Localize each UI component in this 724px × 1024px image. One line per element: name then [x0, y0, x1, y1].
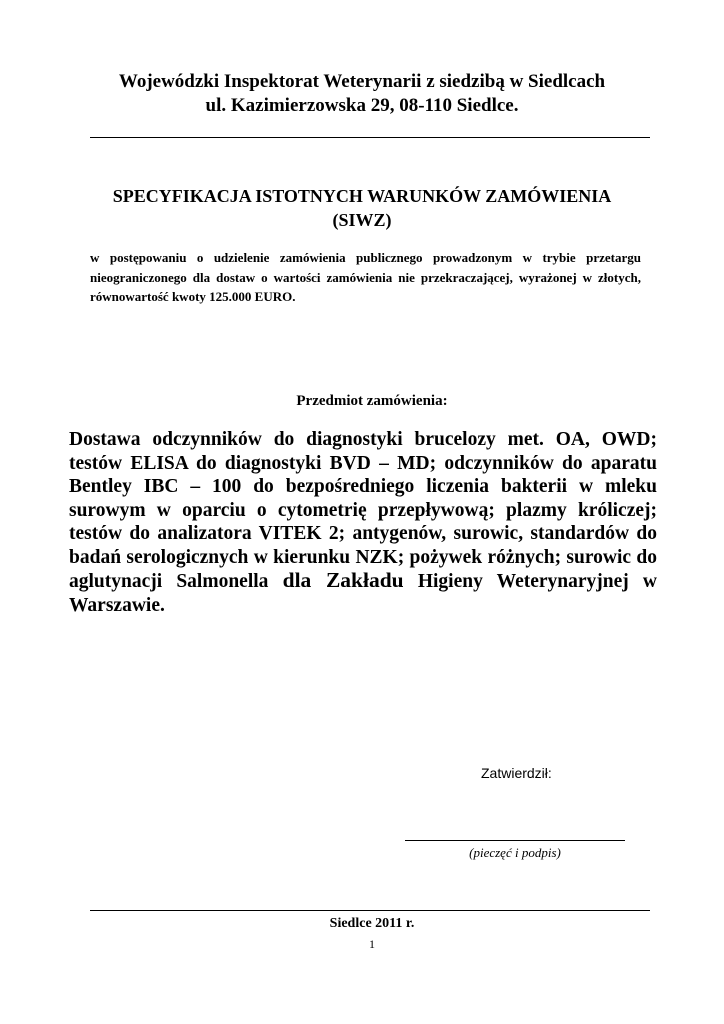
- signature-caption: (pieczęć i podpis): [469, 845, 561, 860]
- signature-line: [405, 840, 625, 841]
- subject-text-last: Higieny Weterynaryjnej w Warszawie.: [69, 571, 658, 616]
- subject-text-end: dla Zakładu: [282, 568, 404, 592]
- approved-label: Zatwierdził:: [481, 765, 552, 781]
- document-header: [0, 70, 724, 118]
- footer-place-date: Siedlce 2011 r.: [329, 916, 415, 931]
- title-main: SPECYFIKACJA ISTOTNYCH WARUNKÓW ZAMÓWIENIA: [112, 186, 612, 206]
- document-title: [0, 184, 724, 232]
- subject-description: [69, 428, 657, 617]
- title-abbreviation: (SIWZ): [332, 210, 392, 230]
- header-address: ul. Kazimierzowska 29, 08-110 Siedlce.: [205, 95, 519, 116]
- subject-text: Dostawa odczynników do diagnostyki brucelozy met. OA, OWD; testów ELISA do diagnostyki BVD – MD; odczynników do aparatu Bentley IBC – 100 do bezpośredniego liczenia bakterii w mleku surowym w oparciu o cytometrię przepływową; plazmy króliczej; testów do analizatora VITEK 2; antygenów, surowic, standardów do badań serologicznych w kierunku NZK; pożywek różnych; surowic do aglutynacji Salmonella: [69, 429, 657, 592]
- procedure-description: w postępowaniu o udzielenie zamówienia publicznego prowadzonym w trybie przetargu nieograniczonego dla dostaw o wartości zamówienia nie przekraczającej, wyrażonej w złotych, równowartość kwoty 125.000 EURO.: [90, 250, 641, 304]
- header-divider: [90, 137, 650, 138]
- subject-label: Przedmiot zamówienia:: [296, 393, 448, 409]
- page-number: 1: [369, 937, 375, 951]
- footer-divider: [90, 910, 650, 911]
- header-institution: Wojewódzki Inspektorat Weterynarii z siedzibą w Siedlcach: [118, 71, 606, 92]
